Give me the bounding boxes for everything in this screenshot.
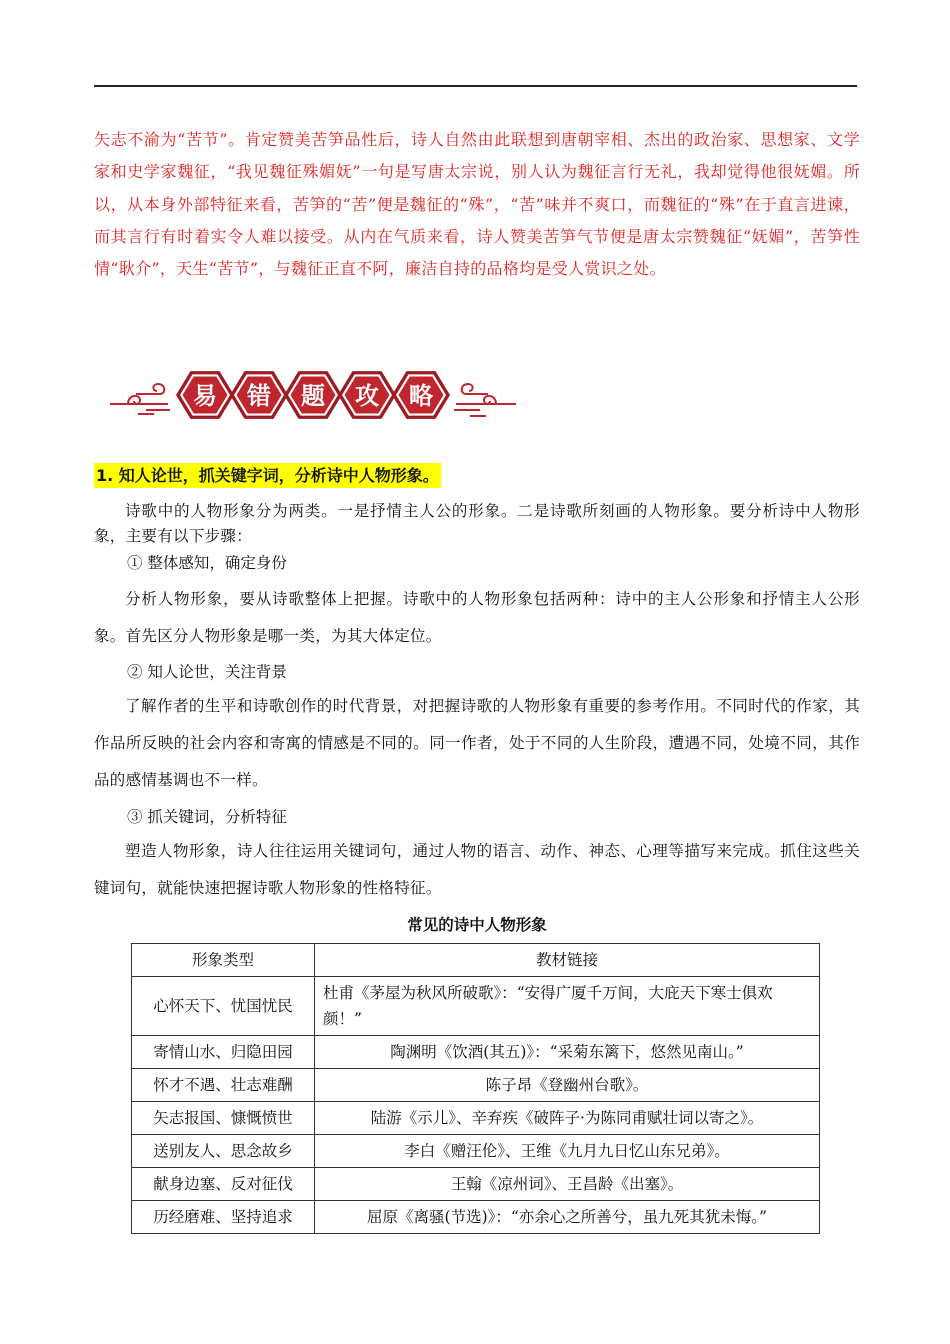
banner-hexagon [176, 371, 234, 419]
banner-hexagon [338, 371, 396, 419]
step-2-text: 了解作者的生平和诗歌创作的时代背景，对把握诗歌的人物形象有重要的参考作用。不同时代的作家，其作品所反映的社会内容和寄寓的情感是不同的。同一作者，处于不同的人生阶段，遭遇不同，处境不同，其作品的感情基调也不一样。 [94, 697, 860, 789]
table-row [132, 1201, 820, 1234]
image-types-table [131, 943, 820, 1234]
table-row [132, 1036, 820, 1069]
table-row [132, 1168, 820, 1201]
right-cloud-ornament [454, 384, 516, 416]
type-cell: 怀才不遇、壮志难酬 [132, 1069, 315, 1102]
banner-hexagon [230, 371, 288, 419]
type-cell: 寄情山水、归隐田园 [132, 1036, 315, 1069]
type-cell: 送别友人、思念故乡 [132, 1135, 315, 1168]
table-row [132, 1069, 820, 1102]
table-title: 常见的诗中人物形象 [407, 916, 547, 934]
type-cell: 矢志报国、慷慨愤世 [132, 1102, 315, 1135]
header-link: 教材链接 [315, 944, 820, 977]
step-1-text: 分析人物形象，要从诗歌整体上把握。诗歌中的人物形象包括两种：诗中的主人公形象和抒情主人公形象。首先区分人物形象是哪一类，为其大体定位。 [94, 590, 860, 645]
banner-char: 题 [301, 382, 325, 410]
banner-char: 易 [193, 382, 217, 410]
banner-char: 略 [409, 382, 433, 410]
link-cell: 屈原《离骚(节选)》：“亦余心之所善兮，虽九死其犹未悔。” [315, 1201, 820, 1234]
header-type: 形象类型 [132, 944, 315, 977]
link-cell: 李白《赠汪伦》、王维《九月九日忆山东兄弟》。 [315, 1135, 820, 1168]
table-row [132, 977, 820, 1036]
type-cell: 献身边塞、反对征伐 [132, 1168, 315, 1201]
link-cell: 陈子昂《登幽州台歌》。 [315, 1069, 820, 1102]
section-heading: 1. 知人论世，抓关键字词，分析诗中人物形象。 [94, 463, 441, 488]
intro-paragraph: 诗歌中的人物形象分为两类。一是抒情主人公的形象。二是诗歌所刻画的人物形象。要分析诗中人物形象，主要有以下步骤： [94, 502, 860, 545]
link-cell: 王翰《凉州词》、王昌龄《出塞》。 [315, 1168, 820, 1201]
link-cell: 陶渊明《饮酒(其五)》：“采菊东篱下，悠然见南山。” [315, 1036, 820, 1069]
banner-char: 错 [247, 382, 271, 410]
step-3-text: 塑造人物形象，诗人往往运用关键词句，通过人物的语言、动作、神态、心理等描写来完成。抓住这些关键词句，就能快速把握诗歌人物形象的性格特征。 [94, 842, 860, 897]
step-1-title: ① 整体感知，确定身份 [127, 554, 287, 572]
banner-hexagon [284, 371, 342, 419]
banner-char: 攻 [355, 382, 379, 410]
section-banner [108, 364, 518, 426]
type-cell: 历经磨难、坚持追求 [132, 1201, 315, 1234]
link-cell: 杜甫《茅屋为秋风所破歌》：“安得广厦千万间，大庇天下寒士俱欢颜！” [315, 977, 820, 1036]
banner-hexagon [392, 371, 450, 419]
table-row [132, 1135, 820, 1168]
step-3-title: ③ 抓关键词，分析特征 [127, 808, 287, 826]
left-cloud-ornament [110, 384, 170, 414]
link-cell: 陆游《示儿》、辛弃疾《破阵子·为陈同甫赋壮词以寄之》。 [315, 1102, 820, 1135]
table-header-row [132, 944, 820, 977]
continuation-paragraph: 矢志不渝为“苦节”。肯定赞美苦笋品性后，诗人自然由此联想到唐朝宰相、杰出的政治家、思想家、文学家和史学家魏征，“我见魏征殊媚妩”一句是写唐太宗说，别人认为魏征言行无礼，我却觉得他很妩媚。所以，从本身外部特征来看，苦笋的“苦”便是魏征的“殊”，“苦”味并不爽口，而魏征的“殊”在于直言进谏，而其言行有时着实令人难以接受。从内在气质来看，诗人赞美苦笋气节便是唐太宗赞魏征“妩媚”，苦笋性情“耿介”，天生“苦节”，与魏征正直不阿，廉洁自持的品格均是受人赏识之处。 [94, 130, 860, 279]
type-cell: 心怀天下、忧国忧民 [132, 977, 315, 1036]
step-2-title: ② 知人论世，关注背景 [127, 663, 287, 681]
header-rule [94, 85, 857, 87]
table-row [132, 1102, 820, 1135]
